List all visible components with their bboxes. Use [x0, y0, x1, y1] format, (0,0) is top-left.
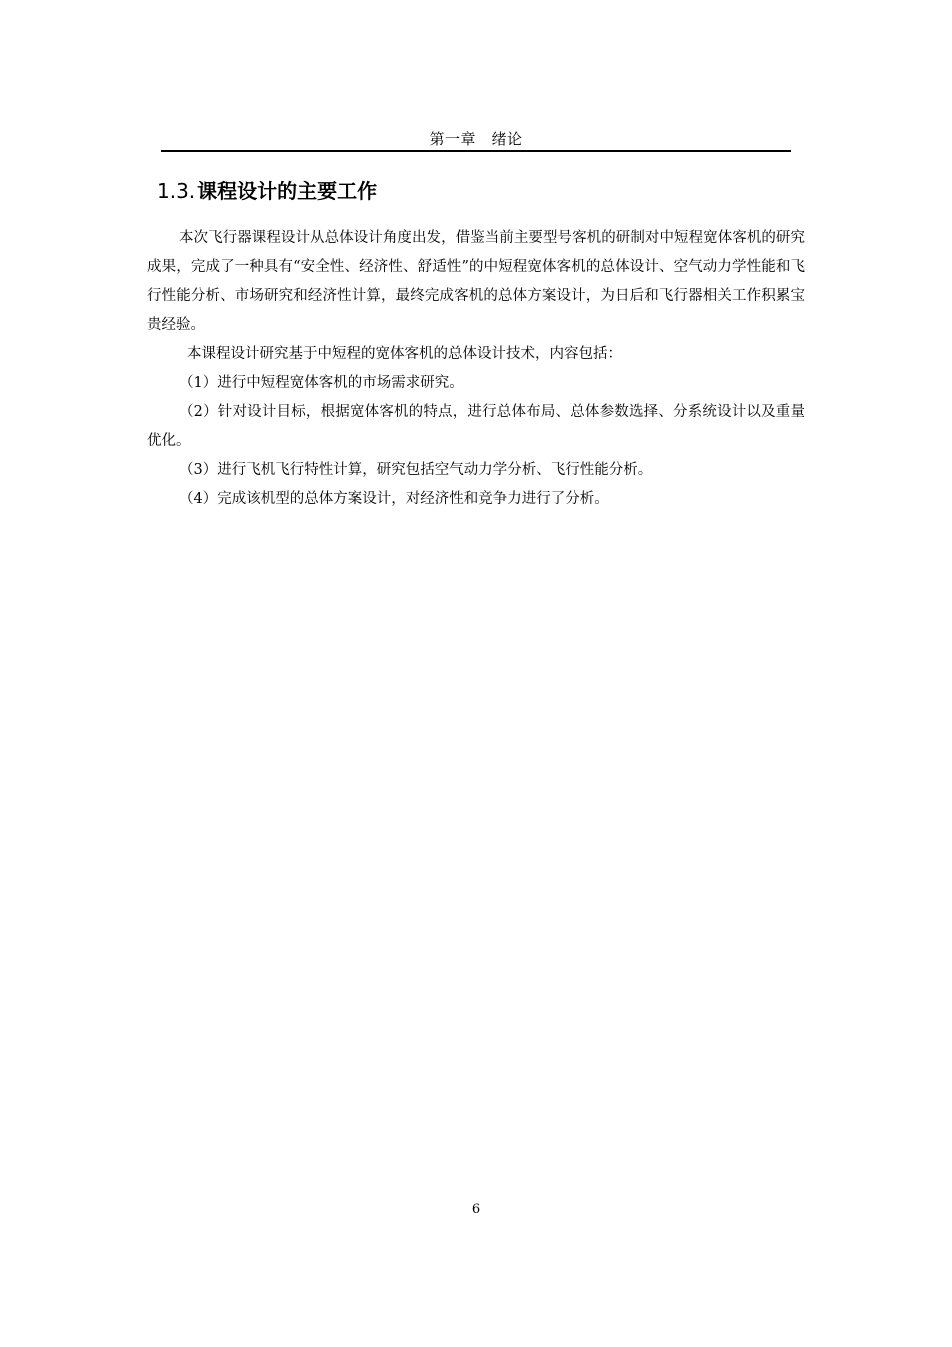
body-text	[147, 224, 805, 514]
section-title: 课程设计的主要工作	[197, 179, 378, 203]
intro-paragraph: 本次飞行器课程设计从总体设计角度出发，借鉴当前主要型号客机的研制对中短程宽体客机的研究成果，完成了一种具有“安全性、经济性、舒适性”的中短程宽体客机的总体设计、空气动力学性能和飞行性能分析、市场研究和经济性计算，最终完成客机的总体方案设计，为日后和飞行器相关工作积累宝贵经验。	[147, 230, 805, 333]
scope-paragraph: 本课程设计研究基于中短程的宽体客机的总体设计技术，内容包括：	[187, 346, 622, 362]
section-number: 1.3.	[157, 179, 196, 203]
page-number: 6	[471, 1202, 481, 1217]
list-item: （1）进行中短程宽体客机的市场需求研究。	[179, 375, 464, 391]
header-rule	[161, 150, 791, 152]
list-item: （2）针对设计目标，根据宽体客机的特点，进行总体布局、总体参数选择、分系统设计以及重量优化。	[147, 404, 805, 449]
list-item: （4）完成该机型的总体方案设计，对经济性和竞争力进行了分析。	[179, 491, 609, 507]
list-item: （3）进行飞机飞行特性计算，研究包括空气动力学分析、飞行性能分析。	[179, 462, 653, 478]
section-heading	[157, 176, 797, 206]
running-header: 第一章 绪论	[429, 130, 523, 148]
